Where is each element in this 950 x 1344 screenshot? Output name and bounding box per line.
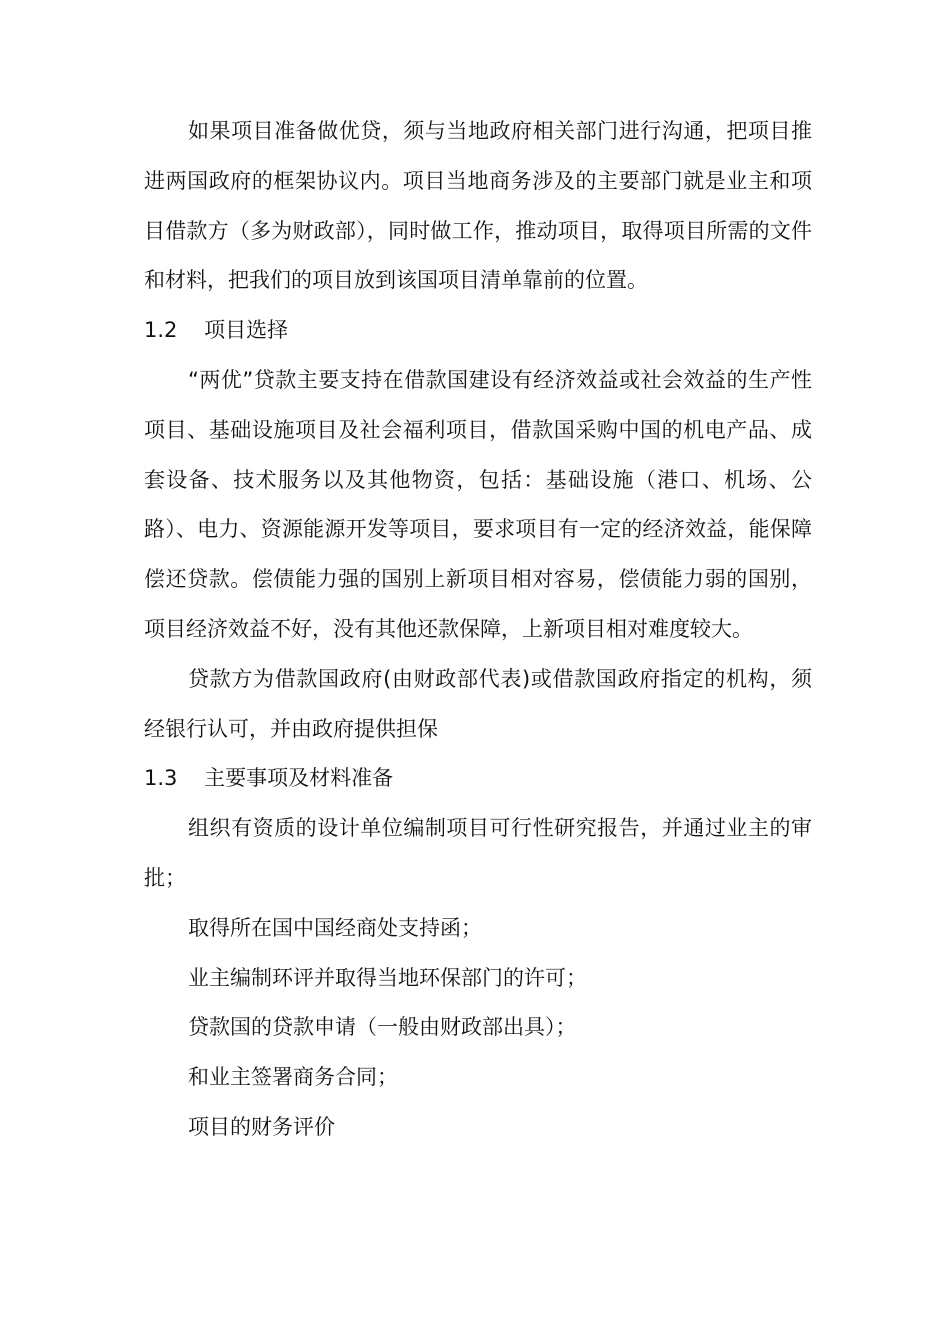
paragraph-borrower-definition: 贷款方为借款国政府(由财政部代表)或借款国政府指定的机构，须经银行认可，并由政府提供担保 [144, 666, 812, 741]
paragraph-feasibility-study: 组织有资质的设计单位编制项目可行性研究报告，并通过业主的审批； [144, 816, 812, 890]
section-heading-1-2: 1.2 项目选择 [144, 318, 289, 343]
paragraph-loan-support-scope: “两优”贷款主要支持在借款国建设有经济效益或社会效益的生产性项目、基础设施项目及社会福利项目，借款国采购中国的机电产品、成套设备、技术服务以及其他物资，包括：基础设施（港口、机场、公路）、电力、资源能源开发等项目，要求项目有一定的经济效益，能保障偿还贷款。偿债能力强的国别上新项目相对容易，偿债能力弱的国别，项目经济效益不好，没有其他还款保障，上新项目相对难度较大。 [144, 367, 812, 641]
document-body [144, 107, 812, 1153]
list-item: 贷款国的贷款申请（一般由财政部出具）； [188, 1015, 577, 1040]
list-item: 取得所在国中国经商处支持函； [188, 915, 482, 940]
paragraph-preferential-loan-communication: 如果项目准备做优贷，须与当地政府相关部门进行沟通，把项目推进两国政府的框架协议内。项目当地商务涉及的主要部门就是业主和项目借款方（多为财政部），同时做工作，推动项目，取得项目所需的文件和材料，把我们的项目放到该国项目清单靠前的位置。 [144, 119, 812, 293]
section-heading-1-3: 1.3 主要事项及材料准备 [144, 766, 394, 791]
list-item: 和业主签署商务合同； [188, 1065, 398, 1090]
list-item: 项目的财务评价 [188, 1114, 335, 1139]
list-item: 业主编制环评并取得当地环保部门的许可； [188, 965, 587, 990]
